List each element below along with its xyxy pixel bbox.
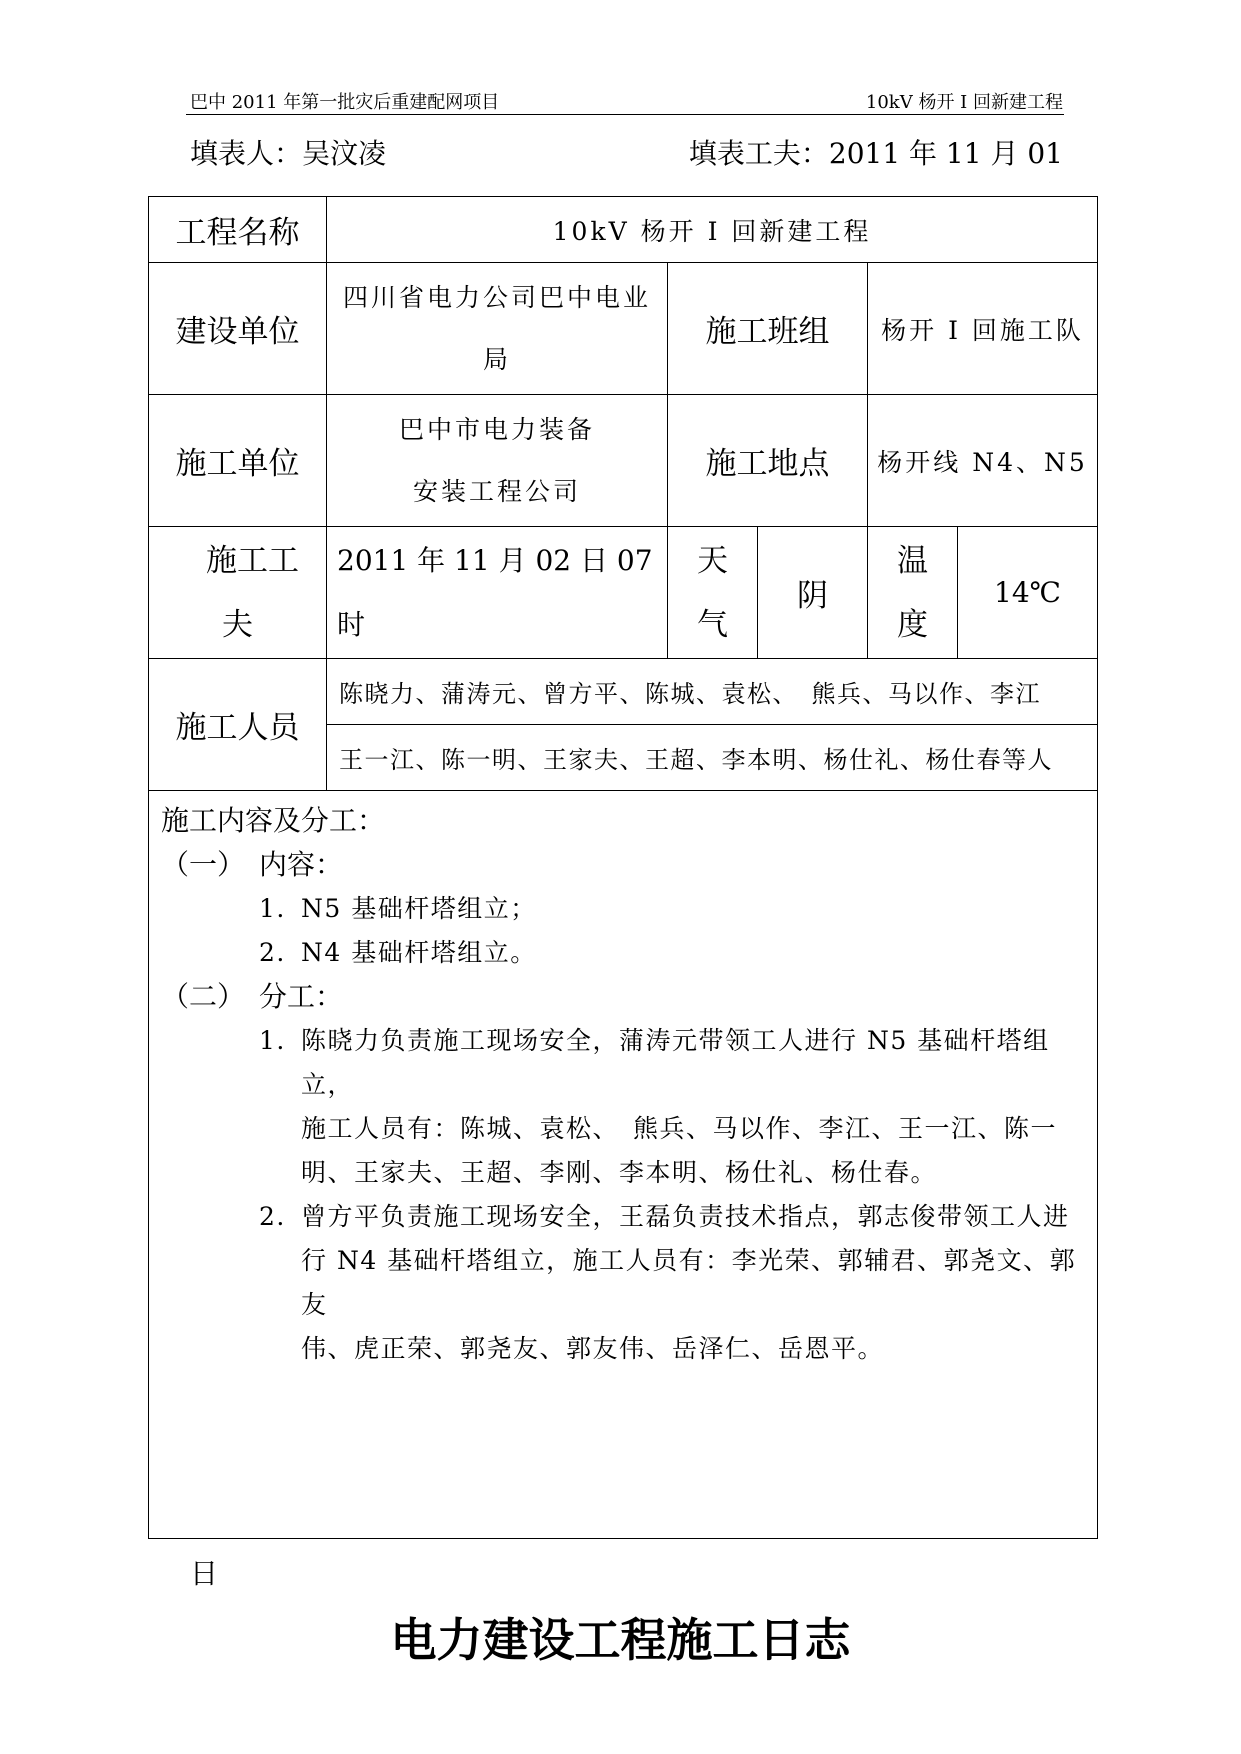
site-value: 杨开线 N4、N5 xyxy=(868,395,1098,527)
header-divider xyxy=(186,114,1064,115)
temperature-label-line2: 度 xyxy=(897,606,928,643)
fill-date-label: 填表工夫： xyxy=(688,137,829,170)
content-item-number: 2. xyxy=(259,938,286,967)
contractor-value-line1: 巴中市电力装备 xyxy=(398,414,595,444)
content-item-number: 1. xyxy=(259,894,286,923)
project-name-value: 10kV 杨开 I 回新建工程 xyxy=(327,197,1098,263)
project-name-label: 工程名称 xyxy=(149,197,327,263)
construction-time-label xyxy=(149,527,327,659)
content-item xyxy=(161,931,1085,975)
division-item-line: 伟、虎正荣、郭尧友、郭友伟、岳泽仁、岳恩平。 xyxy=(301,1334,885,1363)
division-item-number: 2. xyxy=(259,1202,286,1231)
division-item xyxy=(161,1019,1085,1195)
division-item-line: 行 N4 基础杆塔组立，施工人员有：李光荣、郭辅君、郭尧文、郭友 xyxy=(301,1246,1077,1319)
team-label: 施工班组 xyxy=(668,263,868,395)
weather-label xyxy=(668,527,758,659)
filler-field xyxy=(190,132,386,172)
owner-value xyxy=(327,263,668,395)
temperature-value: 14℃ xyxy=(958,527,1098,659)
construction-log-table xyxy=(148,196,1098,1539)
contractor-value-line2: 安装工程公司 xyxy=(412,476,581,506)
division-item-line: 施工人员有：陈城、袁松、 熊兵、马以作、李江、王一江、陈一 xyxy=(301,1114,1058,1143)
construction-time-label-line1: 施工工 xyxy=(206,542,299,579)
temperature-label-line1: 温 xyxy=(897,542,928,579)
division-item-line: 明、王家夫、王超、李刚、李本明、杨仕礼、杨仕春。 xyxy=(301,1158,938,1187)
owner-value-line1: 四川省电力公司巴中电业 xyxy=(342,282,651,312)
weather-value: 阴 xyxy=(758,527,868,659)
division-item-line: 陈晓力负责施工现场安全，蒲涛元带领工人进行 N5 基础杆塔组立， xyxy=(301,1026,1050,1099)
content-item-text: N4 基础杆塔组立。 xyxy=(301,938,537,967)
header-project-name: 10kV 杨开 I 回新建工程 xyxy=(865,92,1063,113)
temperature-label xyxy=(868,527,958,659)
construction-time-value-line1: 2011 年 11 月 02 日 07 xyxy=(337,543,653,577)
staff-list-line1: 陈晓力、蒲涛元、曾方平、陈城、袁松、 熊兵、马以作、李江 xyxy=(327,659,1098,725)
contractor-value xyxy=(327,395,668,527)
footer-day-marker: 日 xyxy=(190,1557,219,1590)
work-content-cell xyxy=(149,791,1098,1539)
owner-value-line2: 局 xyxy=(482,344,511,374)
weather-label-line1: 天 xyxy=(697,542,728,579)
work-content-title: 施工内容及分工： xyxy=(161,804,386,837)
section-division-heading: （二） 分工： xyxy=(161,980,344,1013)
staff-list-line2: 王一江、陈一明、王家夫、王超、李本明、杨仕礼、杨仕春等人 xyxy=(327,725,1098,791)
content-item xyxy=(161,887,1085,931)
filler-name: 吴汶凌 xyxy=(302,137,387,170)
contractor-label: 施工单位 xyxy=(149,395,327,527)
filler-label: 填表人： xyxy=(190,137,303,170)
division-item-number: 1. xyxy=(259,1026,286,1055)
construction-time-value-line2: 时 xyxy=(337,607,366,641)
division-item xyxy=(161,1195,1085,1371)
weather-label-line2: 气 xyxy=(697,606,728,643)
division-item-line: 曾方平负责施工现场安全，王磊负责技术指点，郭志俊带领工人进 xyxy=(301,1202,1070,1231)
site-label: 施工地点 xyxy=(668,395,868,527)
staff-label: 施工人员 xyxy=(149,659,327,791)
fill-date-value: 2011 年 11 月 01 xyxy=(828,137,1063,170)
content-item-text: N5 基础杆塔组立； xyxy=(301,894,537,923)
fill-date-field xyxy=(689,132,1063,172)
header-project-batch: 巴中 2011 年第一批灾后重建配网项目 xyxy=(190,92,500,113)
document-title: 电力建设工程施工日志 xyxy=(390,1613,851,1667)
owner-label: 建设单位 xyxy=(149,263,327,395)
construction-time-value xyxy=(327,527,668,659)
section-content-heading: （一） 内容： xyxy=(161,848,344,881)
team-value: 杨开 I 回施工队 xyxy=(868,263,1098,395)
construction-time-label-line2: 夫 xyxy=(222,606,253,643)
